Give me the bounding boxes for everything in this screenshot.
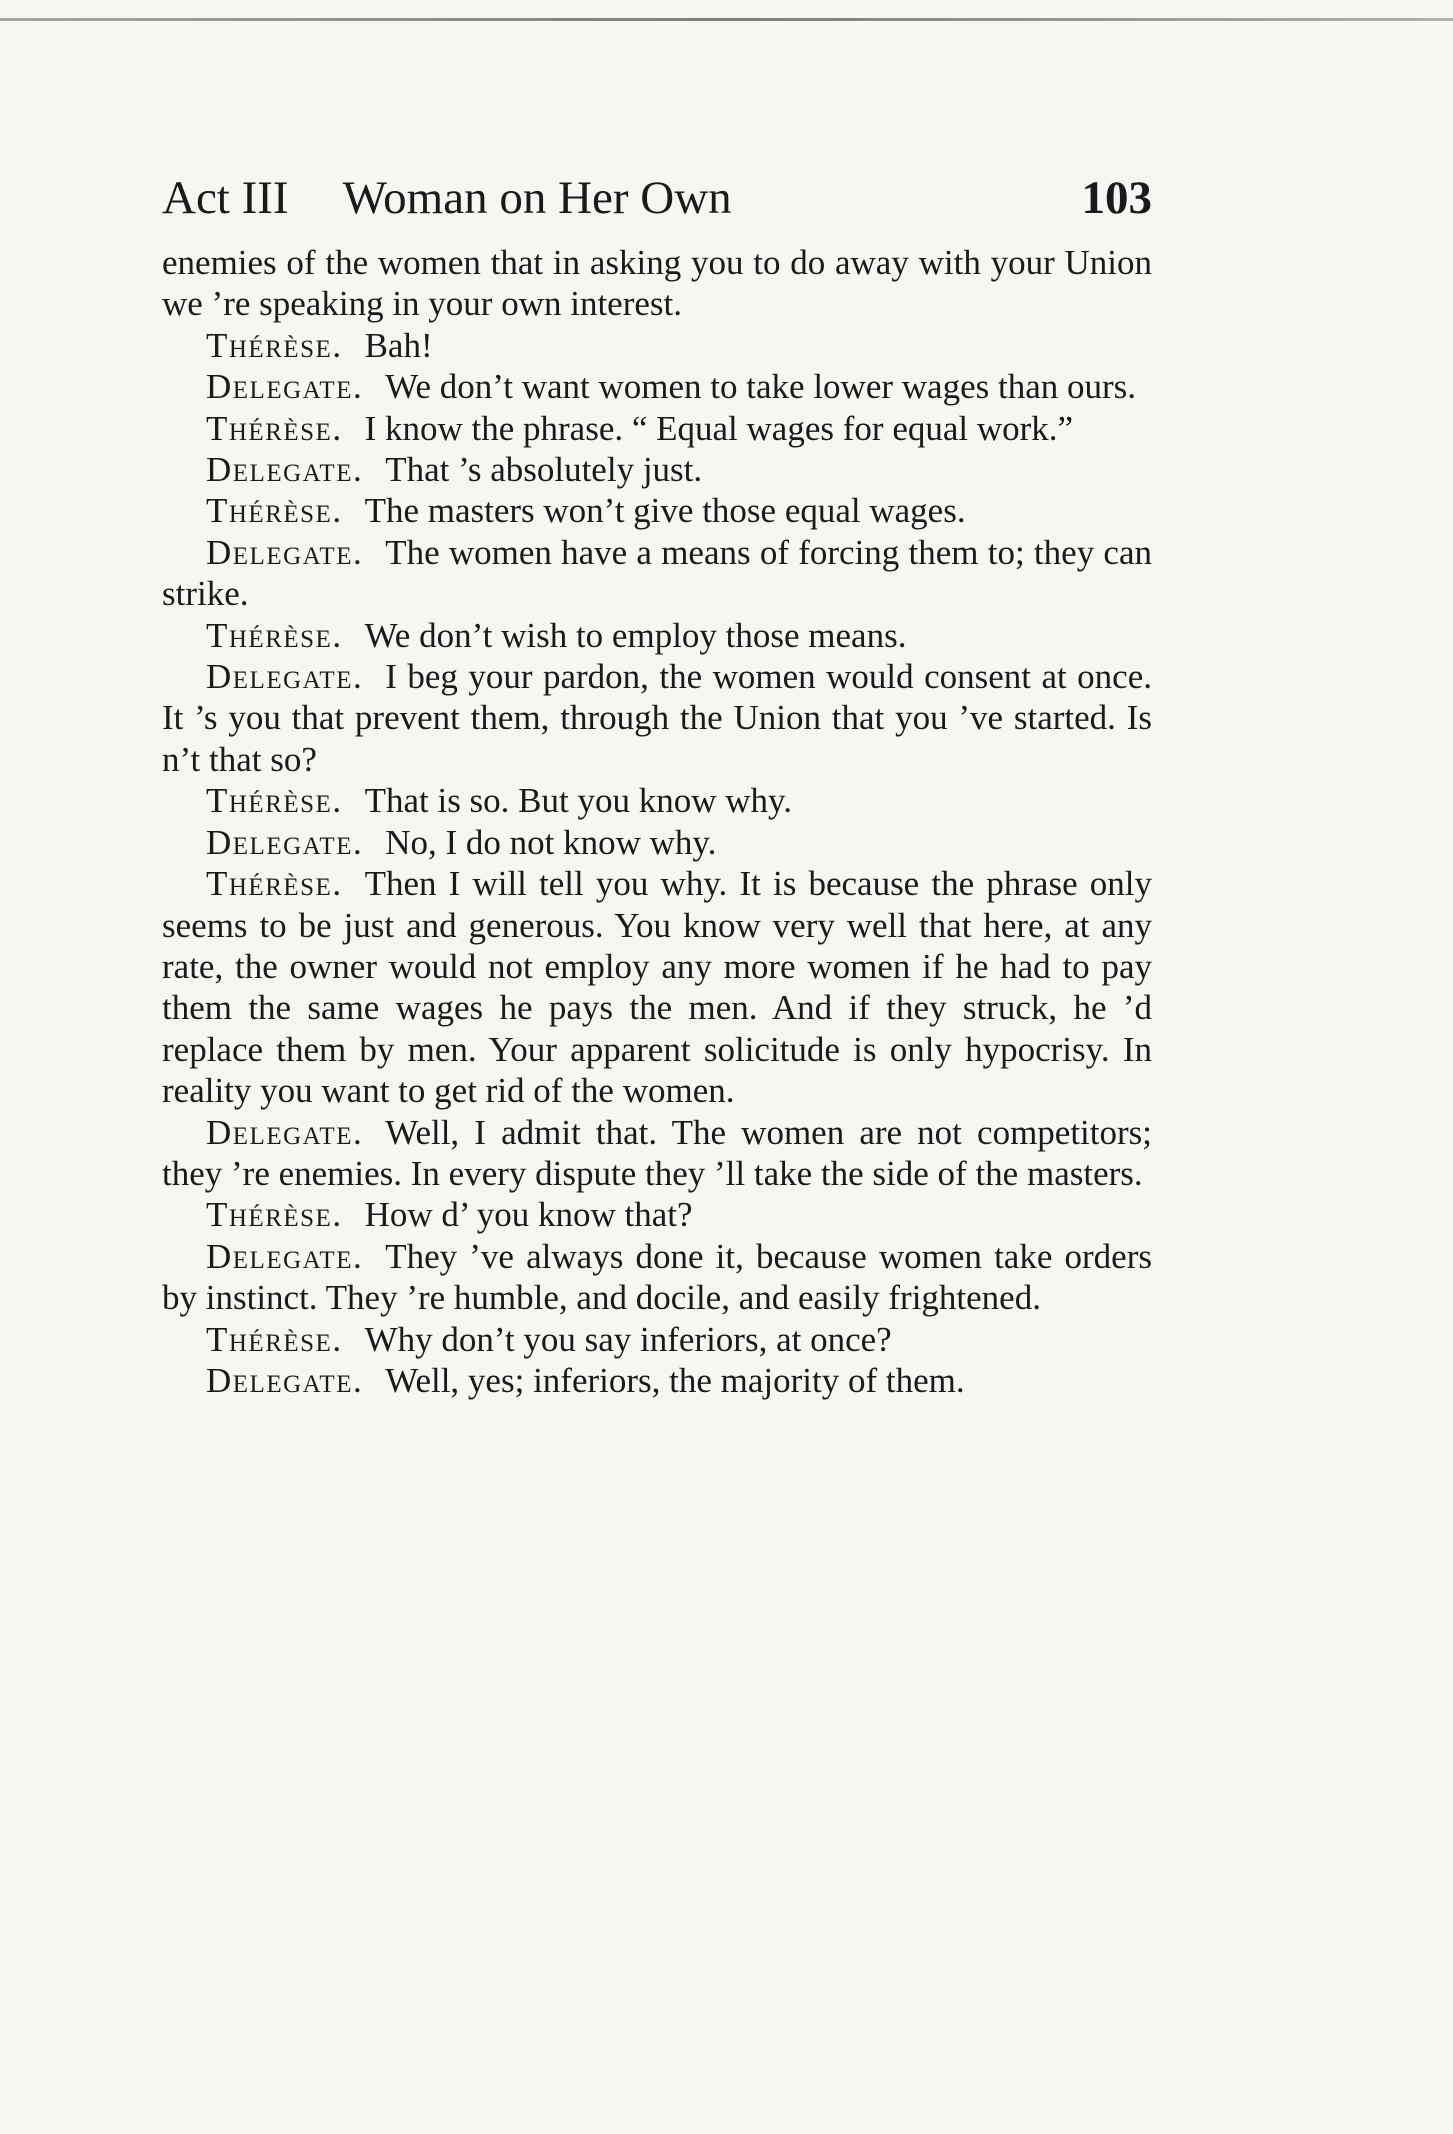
speech-paragraph <box>162 490 1152 531</box>
speech-text: I beg your pardon, the women would consent at once. It ’s you that prevent them, through the Union that you ’ve started. Is n’t that so? <box>162 657 1152 779</box>
speech-paragraph <box>162 1236 1152 1319</box>
book-page <box>162 170 1152 1401</box>
speech-paragraph <box>162 1194 1152 1235</box>
speech-text: Well, yes; inferiors, the majority of them. <box>385 1360 965 1400</box>
speaker-name: Thérèse. <box>206 1195 343 1235</box>
speech-text: Then I will tell you why. It is because the phrase only seems to be just and generous. You know very well that here, at any rate, the owner would not employ any more women if he had to pay them the same wages he pays the men. And if they struck, he ’d replace them by men. Your apparent solicitude is only hypocrisy. In reality you want to get rid of the women. <box>162 864 1152 1111</box>
running-title: Woman on Her Own <box>342 172 732 224</box>
speech-text: Well, I admit that. The women are not competitors; they ’re enemies. In every dispute they ’ll take the side of the masters. <box>162 1112 1152 1193</box>
continued-paragraph <box>162 242 1152 325</box>
speaker-name: Thérèse. <box>206 781 343 821</box>
speech-paragraph <box>162 325 1152 366</box>
speech-text: That is so. But you know why. <box>364 781 793 821</box>
speaker-name: Delegate. <box>206 450 364 490</box>
speech-paragraph <box>162 532 1152 615</box>
speech-paragraph <box>162 449 1152 490</box>
speaker-name: Delegate. <box>206 822 364 862</box>
speech-text: I know the phrase. “ Equal wages for equal work.” <box>364 408 1074 448</box>
speech-text: Bah! <box>364 325 433 365</box>
running-header <box>162 170 1152 226</box>
speech-text: We don’t want women to take lower wages than ours. <box>385 367 1137 407</box>
speech-paragraph <box>162 656 1152 780</box>
speech-paragraph <box>162 366 1152 407</box>
running-header-left <box>162 170 732 226</box>
speech-text: enemies of the women that in asking you to do away with your Union we ’re speaking in your own interest. <box>162 243 1152 324</box>
speech-paragraph <box>162 615 1152 656</box>
speech-paragraph <box>162 408 1152 449</box>
top-edge-rule <box>0 18 1453 21</box>
speaker-name: Thérèse. <box>206 408 343 448</box>
dialogue-body <box>162 242 1152 1401</box>
speaker-name: Delegate. <box>206 532 364 572</box>
speech-text: The women have a means of forcing them to; they can strike. <box>162 532 1152 614</box>
speech-paragraph <box>162 822 1152 863</box>
speaker-name: Delegate. <box>206 1360 364 1400</box>
speaker-name: Thérèse. <box>206 325 343 365</box>
speaker-name: Thérèse. <box>206 491 343 531</box>
speaker-name: Thérèse. <box>206 864 343 904</box>
speech-paragraph <box>162 780 1152 821</box>
speech-paragraph <box>162 1319 1152 1360</box>
speech-text: The masters won’t give those equal wages. <box>364 491 966 531</box>
speech-text: Why don’t you say inferiors, at once? <box>364 1319 892 1359</box>
speech-text: We don’t wish to employ those means. <box>364 615 907 655</box>
speaker-name: Delegate. <box>206 657 364 697</box>
speech-text: No, I do not know why. <box>385 822 717 862</box>
act-label: Act III <box>162 172 289 224</box>
speaker-name: Delegate. <box>206 1236 364 1276</box>
speaker-name: Thérèse. <box>206 615 343 655</box>
speech-text: They ’ve always done it, because women take orders by instinct. They ’re humble, and docile, and easily frightened. <box>162 1236 1152 1318</box>
speaker-name: Thérèse. <box>206 1319 343 1359</box>
speech-paragraph <box>162 863 1152 1111</box>
speech-text: That ’s absolutely just. <box>385 450 703 490</box>
page-number: 103 <box>1081 172 1152 224</box>
speech-text: How d’ you know that? <box>364 1195 693 1235</box>
speech-paragraph <box>162 1360 1152 1401</box>
speaker-name: Delegate. <box>206 367 364 407</box>
speaker-name: Delegate. <box>206 1112 364 1152</box>
speech-paragraph <box>162 1112 1152 1195</box>
